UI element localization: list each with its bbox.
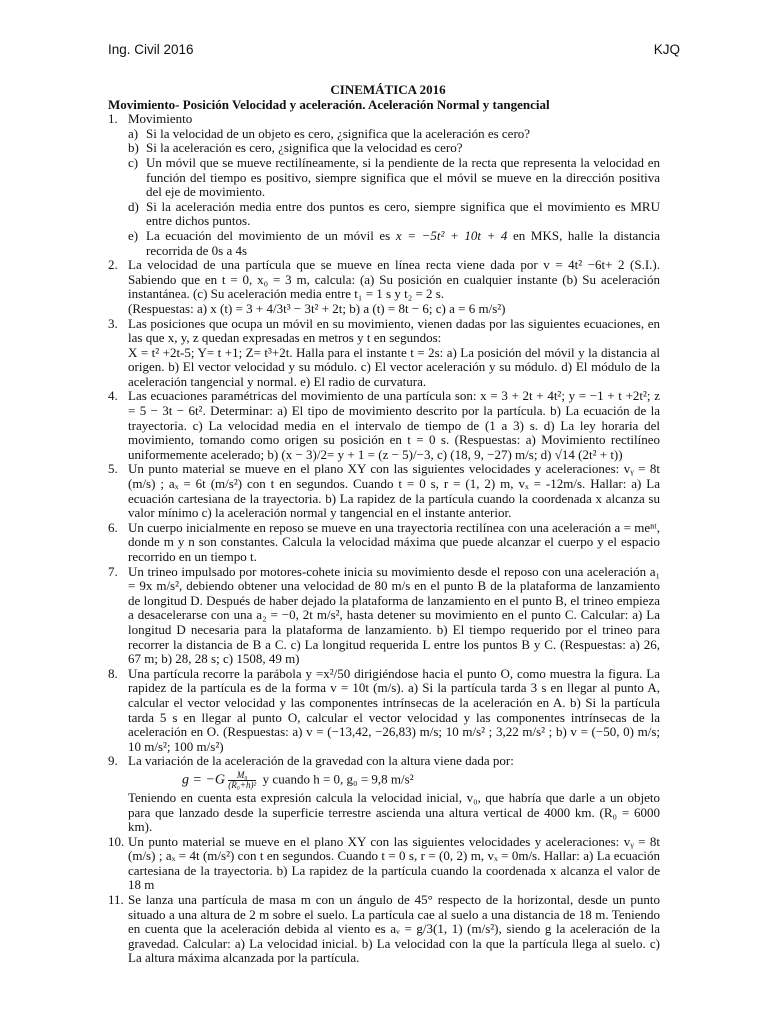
document-body (108, 83, 660, 966)
question-9 (108, 754, 660, 769)
subquestion-text: Si la aceleración es cero, ¿significa que la velocidad es cero? (146, 140, 463, 156)
formula-lhs: g = −G (182, 772, 226, 788)
subquestion-text-cont: en MKS, halle la distancia recorrida de 0s a 4s (146, 227, 660, 258)
subquestion-text: Si la velocidad de un objeto es cero, ¿significa que la aceleración es cero? (146, 125, 531, 141)
question-7 (108, 565, 660, 667)
equation: x = −5t² + 10t + 4 (395, 227, 508, 243)
question-text: Un punto material se mueve en el plano XY con las siguientes velocidades y aceleraciones: vᵧ = 8t (m/s) ; aₓ = 6t (m/s²) con t en segundos. Cuando t = 0 s, r = (1, 2) m, vₓ = -12m/s. Hallar: a) La ecuación cartesiana de la trayectoria. b) La rapidez de la partícula cuando la coordenada x alcanza su valor mínimo c) la aceleración normal y tangencial en el instante anterior. (128, 461, 660, 521)
subquestion-1d (108, 200, 660, 229)
question-6 (108, 521, 660, 565)
formula-rhs: y cuando h = 0, g₀ = 9,8 m/s² (262, 771, 414, 787)
document-title: CINEMÁTICA 2016 (330, 82, 446, 97)
question-1 (108, 112, 660, 127)
question-11 (108, 893, 660, 966)
question-3 (108, 317, 660, 346)
question-number: 11. (108, 892, 124, 908)
question-4 (108, 389, 660, 462)
question-number: 9. (108, 753, 118, 769)
header-left: Ing. Civil 2016 (108, 42, 194, 57)
question-text: Un cuerpo inicialmente en reposo se mueve en una trayectoria rectilínea con una aceleración a = meⁿᵗ, donde m y n son constantes. Calcula la velocidad máxima que puede alcanzar el cuerpo y el espacio recorrido en un tiempo t. (128, 519, 660, 564)
header-right: KJQ (653, 42, 680, 57)
question-text: Un trineo impulsado por motores-cohete inicia su movimiento desde el reposo con una aceleración a₁ = 9x m/s², debiendo obtener una velocidad de 80 m/s en el punto B de la plataforma de lanzamiento de longitud D. Después de haber dejado la plataforma de lanzamiento en el punto B, el trineo empieza a desacelerarse con una a₂ = −0, 2t m/s², hasta detener su movimiento en el punto C. Calcular: a) La longitud D necesaria para la plataforma de lanzamiento. b) El tiempo requerido por el trineo para recorrer la distancia de B a C. c) La longitud requerida L entre los puntos B y C. (Respuestas: a) 26, 67 m; b) 28, 28 s; c) 1508, 49 m) (128, 563, 660, 667)
question-2 (108, 258, 660, 302)
subquestion-text: La ecuación del movimiento de un móvil es (146, 227, 396, 243)
question-text: La velocidad de una partícula que se mueve en línea recta viene dada por v = 4t² −6t+ 2 (S.I.). Sabiendo que en t = 0, x₀ = 3 m, calcula: (a) Su posición en cualquier instante (b) Su aceleración instantánea. (c) Su aceleración media entre t₁ = 1 s y t₂ = 2 s. (128, 257, 660, 302)
question-5 (108, 462, 660, 520)
question-9-cont: Teniendo en cuenta esta expresión calcula la velocidad inicial, v₀, que habría que darle a un objeto para que lanzado desde la superficie terrestre ascienda una altura vertical de 4000 km. (R₀ = 6000 km). (128, 789, 660, 835)
document-subtitle: Movimiento- Posición Velocidad y aceleración. Aceleración Normal y tangencial (108, 96, 550, 112)
question-text: La variación de la aceleración de la gravedad con la altura viene dada por: (128, 753, 514, 769)
question-text: Una partícula recorre la parábola y =x²/50 dirigiéndose hacia el punto O, como muestra la figura. La rapidez de la partícula es de la forma v = 10t (m/s). a) Si la partícula tarda 3 s en llegar al punto A, calcular el vector velocidad y las componentes intrínsecas de la aceleración en A. b) Si la partícula tarda 5 s en llegar al punto O, calcular el vector velocidad y las componentes intrínsecas de la aceleración en O. (Respuestas: a) v = (−13,42, −26,83) m/s; 10 m/s² ; 3,22 m/s² ; b) v = (−50, 0) m/s; 10 m/s²; 100 m/s²) (128, 665, 660, 754)
question-3-equations: X = t² +2t-5; Y= t +1; Z= t³+2t. Halla para el instante t = 2s: a) La posición del móvil y la distancia al origen. b) El vector velocidad y su módulo. c) El vector aceleración y su módulo. d) El módulo de la aceleración tangencial y normal. e) El radio de curvatura. (128, 344, 660, 389)
gravity-formula (108, 771, 660, 790)
question-number: 2. (108, 257, 118, 273)
question-text: Las posiciones que ocupa un móvil en su movimiento, vienen dadas por las siguientes ecuaciones, en las que x, y, z quedan expresadas en metros y t en segundos: (128, 315, 660, 346)
subquestion-text: Si la aceleración media entre dos puntos es cero, siempre significa que el movimiento es MRU entre dichos puntos. (146, 198, 660, 229)
subquestion-letter: e) (128, 227, 139, 243)
subquestion-letter: a) (128, 125, 139, 141)
subquestion-letter: d) (128, 198, 139, 214)
question-text: Se lanza una partícula de masa m con un ángulo de 45° respecto de la horizontal, desde un punto situado a una altura de 2 m sobre el suelo. La partícula cae al suelo a una distancia de 18 m. Teniendo en cuenta que la aceleración debida al viento es aᵥ = g/3(1, 1) (m/s²), siendo g la aceleración de la gravedad. Calcular: a) La velocidad inicial. b) La velocidad con la que la partícula llega al suelo. c) La altura máxima alcanzada por la partícula. (128, 892, 660, 966)
subquestion-1b (108, 141, 660, 156)
subquestion-letter: c) (128, 154, 139, 170)
subquestion-text: Un móvil que se mueve rectilíneamente, si la pendiente de la recta que representa la velocidad en función del tiempo es positivo, siempre significa que el móvil se mueve en la dirección positiva del eje de movimiento. (146, 154, 660, 200)
question-number: 1. (108, 111, 118, 127)
formula-fraction (228, 771, 256, 790)
question-10 (108, 835, 660, 893)
question-number: 7. (108, 563, 118, 579)
question-text: Las ecuaciones paramétricas del movimiento de una partícula son: x = 3 + 2t + 4t²; y = −1 + t +2t²; z = 5 − 3t − 6t². Determinar: a) El tipo de movimiento descrito por la partícula. b) La ecuación de la trayectoria. c) La velocidad media en el intervalo de tiempo de (1 a 3) s. d) La ley horaria del movimiento, tomando como origen su posición en t = 0 s. (Respuestas: a) Movimiento rectilíneo uniformemente acelerado; b) (x − 3)/2= y + 1 = (z − 5)/−3, c) (18, 9, −27) m/s; d) √14 (2t² + t)) (128, 388, 660, 462)
question-8 (108, 667, 660, 755)
fraction-numerator: M₀ (236, 769, 248, 780)
subquestion-1e (108, 229, 660, 258)
question-text: Movimiento (128, 111, 193, 127)
question-number: 3. (108, 315, 118, 331)
question-number: 8. (108, 665, 118, 681)
question-number: 10. (108, 833, 125, 849)
question-number: 6. (108, 519, 118, 535)
subquestion-letter: b) (128, 140, 139, 156)
question-text: Un punto material se mueve en el plano XY con las siguientes velocidades y aceleraciones: vᵧ = 8t (m/s) ; aₓ = 4t (m/s²) con t en segundos. Cuando t = 0 s, r = (0, 2) m, vₓ = 0m/s. Hallar: a) La ecuación cartesiana de la trayectoria. b) La rapidez de la partícula cuando la coordenada x alcanza el valor de 18 m (128, 833, 660, 893)
answer-2: (Respuestas: a) x (t) = 3 + 4/3t³ − 3t² + 2t; b) a (t) = 8t − 6; c) a = 6 m/s²) (128, 300, 506, 316)
question-number: 5. (108, 461, 118, 477)
subquestion-1c (108, 156, 660, 200)
subquestion-1a (108, 127, 660, 142)
question-number: 4. (108, 388, 118, 404)
fraction-denominator: (R₀+h)² (228, 779, 257, 790)
